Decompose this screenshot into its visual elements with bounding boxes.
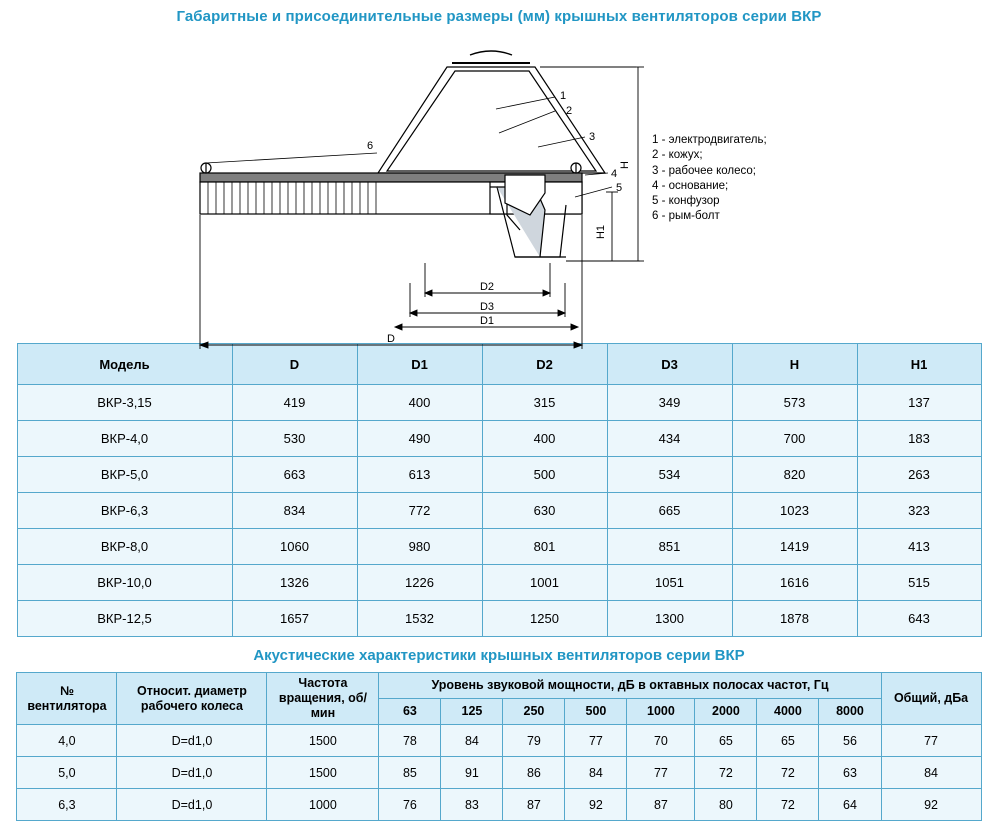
- cell-d3: 851: [607, 529, 732, 565]
- legend: [652, 133, 767, 225]
- cell-d2: 1001: [482, 565, 607, 601]
- cell-model: ВКР-10,0: [17, 565, 232, 601]
- dim-D1: D1: [479, 315, 495, 327]
- cell-band-250: 86: [503, 757, 565, 789]
- cell-model: ВКР-6,3: [17, 493, 232, 529]
- callout-2: 2: [566, 105, 573, 117]
- table-row: [17, 757, 981, 789]
- cell-d: 1060: [232, 529, 357, 565]
- cell-band-63: 76: [379, 789, 441, 821]
- col-band-1000: 1000: [627, 699, 695, 725]
- table-row: [17, 725, 981, 757]
- cell-d2: 1250: [482, 601, 607, 637]
- col-band-250: 250: [503, 699, 565, 725]
- cell-h1: 515: [857, 565, 981, 601]
- col-h1: H1: [857, 344, 981, 385]
- cell-h1: 413: [857, 529, 981, 565]
- cell-band-1000: 77: [627, 757, 695, 789]
- cell-h1: 137: [857, 385, 981, 421]
- col-fan-number: № вентилятора: [17, 673, 117, 725]
- cell-d1: 1532: [357, 601, 482, 637]
- cell-total-dba: 92: [881, 789, 981, 821]
- cell-d3: 1300: [607, 601, 732, 637]
- cell-fan-number: 4,0: [17, 725, 117, 757]
- table-row: [17, 457, 981, 493]
- technical-drawing: [0, 25, 998, 345]
- cell-band-4000: 72: [757, 757, 819, 789]
- cell-h1: 183: [857, 421, 981, 457]
- cell-d1: 772: [357, 493, 482, 529]
- cell-band-125: 83: [441, 789, 503, 821]
- col-relative-diameter: Относит. диаметр рабочего колеса: [117, 673, 267, 725]
- dim-D3: D3: [479, 301, 495, 313]
- col-model: Модель: [17, 344, 232, 385]
- cell-d2: 400: [482, 421, 607, 457]
- cell-band-1000: 87: [627, 789, 695, 821]
- col-band-4000: 4000: [757, 699, 819, 725]
- col-band-8000: 8000: [819, 699, 881, 725]
- cell-rotation-speed: 1500: [267, 725, 379, 757]
- table-row: [17, 601, 981, 637]
- cell-h1: 323: [857, 493, 981, 529]
- cell-h1: 263: [857, 457, 981, 493]
- col-d3: D3: [607, 344, 732, 385]
- cell-d3: 434: [607, 421, 732, 457]
- cell-d3: 349: [607, 385, 732, 421]
- callout-6: 6: [367, 140, 374, 152]
- cell-model: ВКР-3,15: [17, 385, 232, 421]
- col-d1: D1: [357, 344, 482, 385]
- legend-item-2: 2 - кожух;: [652, 149, 703, 162]
- col-rotation-speed: Частота вращения, об/мин: [267, 673, 379, 725]
- cell-band-2000: 72: [695, 757, 757, 789]
- cell-model: ВКР-8,0: [17, 529, 232, 565]
- cell-d3: 1051: [607, 565, 732, 601]
- cell-h: 1419: [732, 529, 857, 565]
- cell-h: 700: [732, 421, 857, 457]
- legend-item-3: 3 - рабочее колесо;: [652, 164, 756, 177]
- cell-model: ВКР-12,5: [17, 601, 232, 637]
- cell-band-250: 79: [503, 725, 565, 757]
- cell-d2: 801: [482, 529, 607, 565]
- cell-d1: 490: [357, 421, 482, 457]
- cell-rotation-speed: 1000: [267, 789, 379, 821]
- cell-band-2000: 80: [695, 789, 757, 821]
- legend-item-5: 5 - конфузор: [652, 195, 720, 208]
- col-band-500: 500: [565, 699, 627, 725]
- cell-band-4000: 72: [757, 789, 819, 821]
- table-row: [17, 565, 981, 601]
- cell-d2: 630: [482, 493, 607, 529]
- acoustic-table: [16, 672, 981, 821]
- dim-H: H: [619, 161, 631, 169]
- page-title: Габаритные и присоединительные размеры (мм) крышных вентиляторов серии ВКР: [176, 8, 822, 25]
- cell-band-63: 78: [379, 725, 441, 757]
- col-band-63: 63: [379, 699, 441, 725]
- legend-item-4: 4 - основание;: [652, 179, 729, 192]
- cell-d: 1657: [232, 601, 357, 637]
- cell-h: 1616: [732, 565, 857, 601]
- dim-D2: D2: [479, 281, 495, 293]
- cell-h: 820: [732, 457, 857, 493]
- cell-h: 1878: [732, 601, 857, 637]
- dimensions-table: [17, 343, 982, 637]
- cell-relative-diameter: D=d1,0: [117, 725, 267, 757]
- cell-band-4000: 65: [757, 725, 819, 757]
- cell-band-1000: 70: [627, 725, 695, 757]
- cell-rotation-speed: 1500: [267, 757, 379, 789]
- cell-band-8000: 64: [819, 789, 881, 821]
- col-h: H: [732, 344, 857, 385]
- cell-band-125: 91: [441, 757, 503, 789]
- cell-d2: 315: [482, 385, 607, 421]
- cell-relative-diameter: D=d1,0: [117, 757, 267, 789]
- dim-D: D: [387, 333, 395, 345]
- cell-d3: 665: [607, 493, 732, 529]
- table-row: [17, 385, 981, 421]
- cell-h: 573: [732, 385, 857, 421]
- cell-d1: 613: [357, 457, 482, 493]
- callout-4: 4: [611, 168, 618, 180]
- cell-band-8000: 63: [819, 757, 881, 789]
- cell-h: 1023: [732, 493, 857, 529]
- cell-d: 834: [232, 493, 357, 529]
- cell-d3: 534: [607, 457, 732, 493]
- cell-d: 530: [232, 421, 357, 457]
- fan-diagram-svg: [0, 25, 998, 345]
- cell-relative-diameter: D=d1,0: [117, 789, 267, 821]
- cell-h1: 643: [857, 601, 981, 637]
- cell-total-dba: 84: [881, 757, 981, 789]
- col-d2: D2: [482, 344, 607, 385]
- table-row: [17, 789, 981, 821]
- callout-1: 1: [560, 90, 567, 102]
- callout-5: 5: [616, 182, 623, 194]
- legend-item-6: 6 - рым-болт: [652, 210, 720, 223]
- dim-H1: H1: [595, 224, 607, 240]
- cell-fan-number: 6,3: [17, 789, 117, 821]
- col-d: D: [232, 344, 357, 385]
- cell-band-500: 77: [565, 725, 627, 757]
- cell-d: 663: [232, 457, 357, 493]
- cell-band-63: 85: [379, 757, 441, 789]
- cell-band-2000: 65: [695, 725, 757, 757]
- cell-band-250: 87: [503, 789, 565, 821]
- cell-d2: 500: [482, 457, 607, 493]
- table-row: [17, 493, 981, 529]
- table-row: [17, 421, 981, 457]
- cell-model: ВКР-5,0: [17, 457, 232, 493]
- cell-d1: 980: [357, 529, 482, 565]
- col-band-2000: 2000: [695, 699, 757, 725]
- table-row: [17, 529, 981, 565]
- col-group-sound-power: Уровень звуковой мощности, дБ в октавных полосах частот, Гц: [379, 673, 881, 699]
- cell-total-dba: 77: [881, 725, 981, 757]
- col-total-dba: Общий, дБа: [881, 673, 981, 725]
- cell-band-500: 84: [565, 757, 627, 789]
- cell-d1: 400: [357, 385, 482, 421]
- cell-fan-number: 5,0: [17, 757, 117, 789]
- col-band-125: 125: [441, 699, 503, 725]
- cell-band-125: 84: [441, 725, 503, 757]
- cell-band-8000: 56: [819, 725, 881, 757]
- acoustic-header-row-1: [17, 673, 981, 699]
- cell-model: ВКР-4,0: [17, 421, 232, 457]
- acoustic-title: Акустические характеристики крышных вентиляторов серии ВКР: [253, 647, 745, 664]
- cell-d1: 1226: [357, 565, 482, 601]
- cell-d: 419: [232, 385, 357, 421]
- table-header-row: [17, 344, 981, 385]
- legend-item-1: 1 - электродвигатель;: [652, 134, 767, 146]
- cell-d: 1326: [232, 565, 357, 601]
- cell-band-500: 92: [565, 789, 627, 821]
- callout-3: 3: [589, 131, 596, 143]
